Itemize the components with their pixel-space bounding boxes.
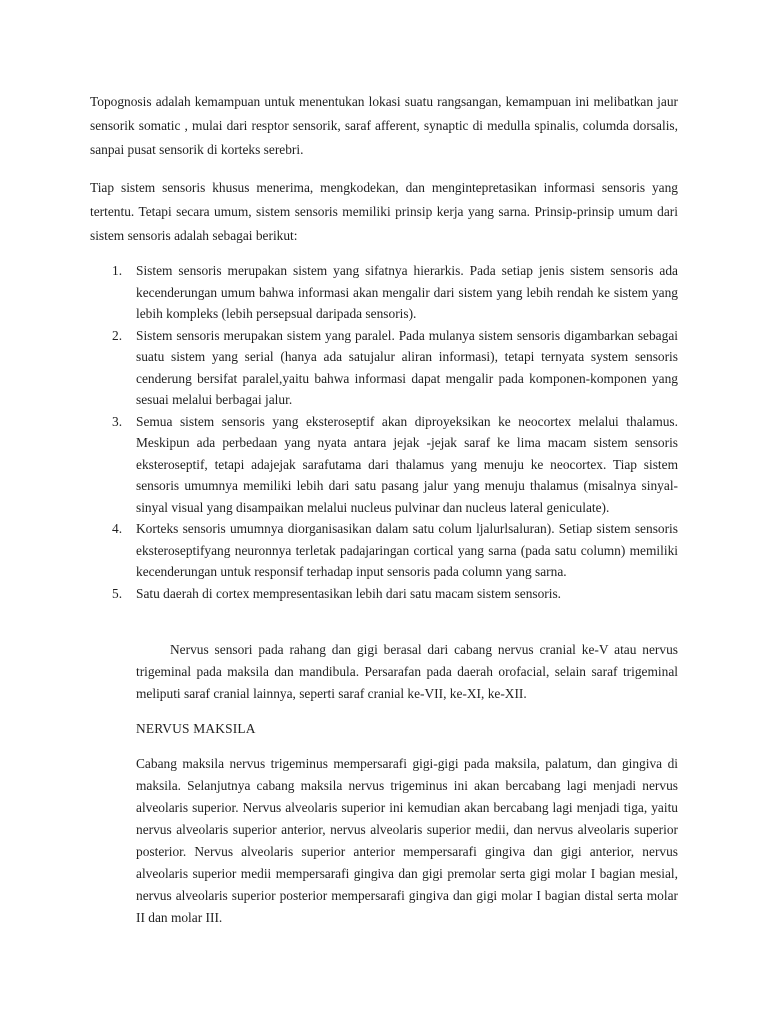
list-number: 5. — [112, 585, 123, 601]
list-item-text: Satu daerah di cortex mempresentasikan lebih dari satu macam sistem sensoris. — [136, 585, 562, 601]
nervus-paragraph: Nervus sensori pada rahang dan gigi berasal dari cabang nervus cranial ke-V atau nervus trigeminal pada maksila dan mandibula. Persarafan pada daerah orofacial, selain saraf trigeminal meliputi saraf cranial lainnya, seperti saraf cranial ke-VII, ke-XI, ke-XII. — [136, 642, 678, 701]
list-item — [112, 583, 678, 605]
intro-paragraph: Topognosis adalah kemampuan untuk menentukan lokasi suatu rangsangan, kemampuan ini melibatkan jaur sensorik somatic , mulai dari resptor sensorik, saraf afferent, synaptic di medulla spinalis, columda dorsalis, sanpai pusat sensorik di korteks serebri. — [90, 94, 678, 157]
list-number: 2. — [112, 327, 123, 343]
principles-list — [90, 260, 678, 604]
list-item-text: Korteks sensoris umumnya diorganisasikan dalam satu colum ljalurlsaluran). Setiap sistem sensoris eksteroseptifyang neuronnya terletak padajaringan cortical yang sarna (pada satu column) memiliki kecenderungan untuk responsif terhadap input sensoris pada column yang sarna. — [136, 521, 678, 579]
list-item — [112, 411, 678, 519]
list-item-text: Sistem sensoris merupakan sistem yang paralel. Pada mulanya sistem sensoris digambarkan sebagai suatu sistem yang serial (hanya ada satujalur aliran informasi), tetapi ternyata system sensoris cenderung bersifat paralel,yaitu bahwa informasi dapat mengalir pada komponen-komponen yang sesuai melalui berbagai jalur. — [136, 327, 678, 407]
section-heading: NERVUS MAKSILA — [136, 721, 256, 736]
list-number: 3. — [112, 413, 123, 429]
list-item — [112, 260, 678, 325]
list-number: 1. — [112, 263, 123, 278]
maksila-paragraph: Cabang maksila nervus trigeminus mempersarafi gigi-gigi pada maksila, palatum, dan gingiva di maksila. Selanjutnya cabang maksila nervus trigeminus ini akan bercabang lagi menjadi nervus alveolaris superior. Nervus alveolaris superior ini kemudian akan bercabang lagi menjadi tiga, yaitu nervus alveolaris superior anterior, nervus alveolaris superior medii, dan nervus alveolaris superior posterior. Nervus alveolaris superior anterior mempersarafi gingiva dan gigi anterior, nervus alveolaris superior medii mempersarafi gingiva dan gigi premolar serta gigi molar I bagian mesial, nervus alveolaris superior posterior mempersarafi gingiva dan gigi molar I bagian distal serta molar II dan molar III. — [136, 756, 678, 925]
nervus-section — [136, 639, 678, 929]
list-number: 4. — [112, 521, 123, 536]
list-item-text: Sistem sensoris merupakan sistem yang sifatnya hierarkis. Pada setiap jenis sistem sensoris ada kecenderungan umum bahwa informasi akan mengalir dari sistem yang lebih rendah ke sistem yang lebih kompleks (lebih persepsual daripada sensoris). — [136, 263, 678, 321]
principles-intro-paragraph: Tiap sistem sensoris khusus menerima, mengkodekan, dan mengintepretasikan informasi sensoris yang tertentu. Tetapi secara umum, sistem sensoris memiliki prinsip kerja yang sarna. Prinsip-prinsip umum dari sistem sensoris adalah sebagai berikut: — [90, 180, 678, 243]
document-page — [90, 90, 678, 929]
list-item-text: Semua sistem sensoris yang eksteroseptif akan diproyeksikan ke neocortex melalui thalamus. Meskipun ada perbedaan yang nyata antara jejak -jejak saraf ke lima macam sistem sensoris eksteroseptif, tetapi adajejak sarafutama dari thalamus yang menuju ke neocortex. Tiap sistem sensoris umumnya memiliki lebih dari satu pasang jalur yang menuju thalamus (misalnya sinyal-sinyal visual yang disampaikan melalui nucleus pulvinar dan nucleus lateral geniculate). — [136, 413, 678, 515]
list-item — [112, 325, 678, 411]
list-item — [112, 518, 678, 583]
